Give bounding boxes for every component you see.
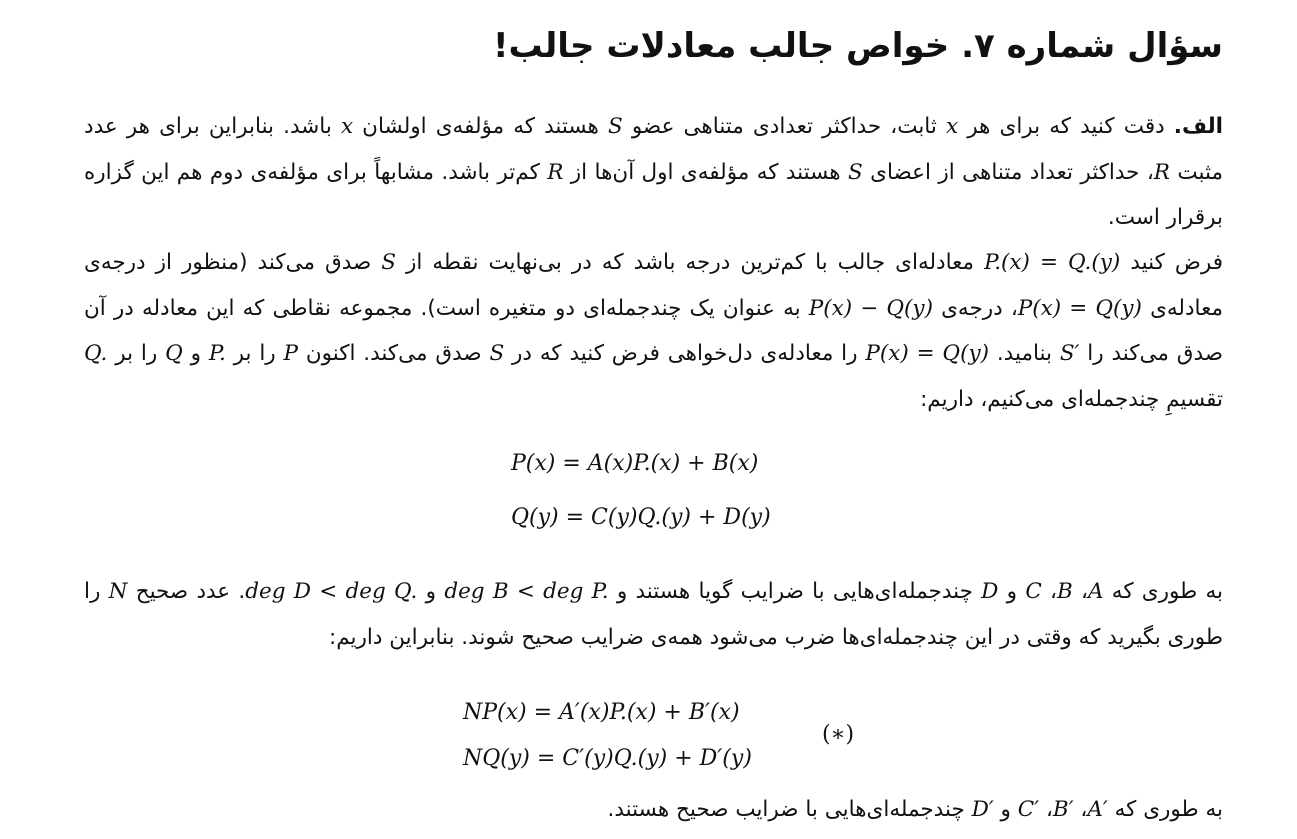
math-degree-D: deg D < deg Q.	[245, 579, 418, 604]
math-equation: P(x) = Q(y)	[1017, 295, 1142, 321]
para4-text-3: ،	[1039, 797, 1053, 822]
para3-text-1: به طوری که	[1103, 579, 1223, 604]
para3-text-6: و	[417, 579, 445, 604]
math-R: R	[1153, 159, 1170, 185]
para1-text-1: دقت کنید که برای هر	[958, 114, 1174, 139]
equation-scaled-Q: NQ(y) = C′(y)Q.(y) + D′(y)	[463, 746, 752, 771]
equation-scaled-P: NP(x) = A′(x)P.(x) + B′(x)	[463, 700, 740, 725]
math-S: S	[489, 341, 505, 366]
problem-title: سؤال شماره ۷. خواص جالب معادلات جالب!	[493, 26, 1223, 66]
math-P0: P.	[208, 341, 226, 366]
math-C: C	[1025, 579, 1042, 604]
math-S-prime: S′	[1059, 341, 1080, 366]
para3-text-3: ،	[1041, 579, 1057, 604]
para1-text-2: ثابت، حداکثر تعدادی متناهی عضو	[622, 114, 946, 139]
math-difference: P(x) − Q(y)	[808, 295, 933, 321]
para3-text-5: چندجمله‌ای‌هایی با ضرایب گویا هستند و	[608, 579, 982, 604]
math-x: x	[945, 114, 959, 139]
para4-text-4: و	[993, 797, 1018, 822]
para2-text-12: تقسیمِ چندجمله‌ای می‌کنیم، داریم:	[920, 386, 1223, 412]
math-C-prime: C′	[1017, 797, 1040, 822]
para2-text-4: ، درجه‌ی	[932, 295, 1018, 321]
math-B-prime: B′	[1052, 797, 1074, 822]
para2-text-3: صدق می‌کند (منظور از درجه‌ی معادله‌ی	[84, 250, 1223, 321]
math-S: S	[848, 159, 863, 185]
para3-text-4: و	[998, 579, 1026, 604]
math-x: x	[340, 114, 354, 139]
para1-text-3: هستند که مؤلفه‌ی اولشان	[353, 114, 608, 139]
para2-text-11: را بر	[107, 341, 166, 366]
math-A: A	[1088, 579, 1104, 604]
math-P: P	[283, 341, 298, 366]
para1-text-5: ، حداکثر تعداد متناهی از اعضای	[862, 159, 1154, 185]
para3-text-8: را طوری بگیرید که وقتی در این چندجمله‌ای‌ها ضرب می‌شود همه‌ی ضرایب صحیح شوند. بنابراین داریم:	[84, 579, 1223, 650]
part-label: الف.	[1173, 114, 1224, 139]
math-Q: Q	[165, 341, 183, 366]
math-equation: P(x) = Q(y)	[865, 341, 989, 366]
para2-text-6: بنامید.	[989, 341, 1060, 366]
para1-text-6: هستند که مؤلفه‌ی اول آن‌ها از	[563, 159, 849, 185]
math-Q0: Q.	[84, 341, 108, 366]
math-N: N	[108, 579, 128, 604]
para3-text-2: ،	[1072, 579, 1088, 604]
equation-division-P: P(x) = A(x)P.(x) + B(x)	[511, 451, 759, 476]
para3-text-7: . عدد صحیح	[127, 579, 246, 604]
math-D-prime: D′	[971, 797, 994, 822]
para4-text-1: به طوری که	[1107, 797, 1223, 822]
math-D: D	[981, 579, 999, 604]
math-R: R	[547, 159, 564, 185]
para2-text-7: را معادله‌ی دل‌خواهی فرض کنید که در	[504, 341, 866, 366]
para2-text-8: صدق می‌کند. اکنون	[298, 341, 490, 366]
math-B: B	[1056, 579, 1073, 604]
para4-text-2: ،	[1073, 797, 1088, 822]
paragraph-2	[84, 240, 1223, 422]
para2-text-10: و	[182, 341, 209, 366]
para4-text-5: چندجمله‌ای‌هایی با ضرایب صحیح هستند.	[607, 797, 972, 822]
math-base-equation: P.(x) = Q.(y)	[984, 250, 1121, 275]
para2-text-9: را بر	[225, 341, 284, 366]
math-S: S	[607, 114, 623, 139]
para2-text-5: به عنوان یک چندجمله‌ای دو متغیره است). مجموعه نقاطی که این معادله در آن صدق می‌کند را	[84, 295, 1223, 366]
paragraph-3	[84, 569, 1223, 660]
equation-tag: (∗)	[822, 722, 855, 747]
math-S: S	[381, 250, 396, 275]
para2-text-1: فرض کنید	[1120, 250, 1223, 275]
paragraph-4	[84, 787, 1223, 833]
para1-text-4: باشد. بنابراین برای هر عدد مثبت	[84, 114, 1223, 185]
math-degree-B: deg B < deg P.	[444, 579, 609, 604]
equation-division-Q: Q(y) = C(y)Q.(y) + D(y)	[511, 505, 771, 530]
paragraph-1	[84, 104, 1223, 241]
math-A-prime: A′	[1087, 797, 1108, 822]
para2-text-2: معادله‌ای جالب با کم‌ترین درجه باشد که در بی‌نهایت نقطه از	[396, 250, 985, 275]
para1-text-7: کم‌تر باشد. مشابهاً برای مؤلفه‌ی دوم هم این گزاره برقرار است.	[84, 159, 1223, 230]
